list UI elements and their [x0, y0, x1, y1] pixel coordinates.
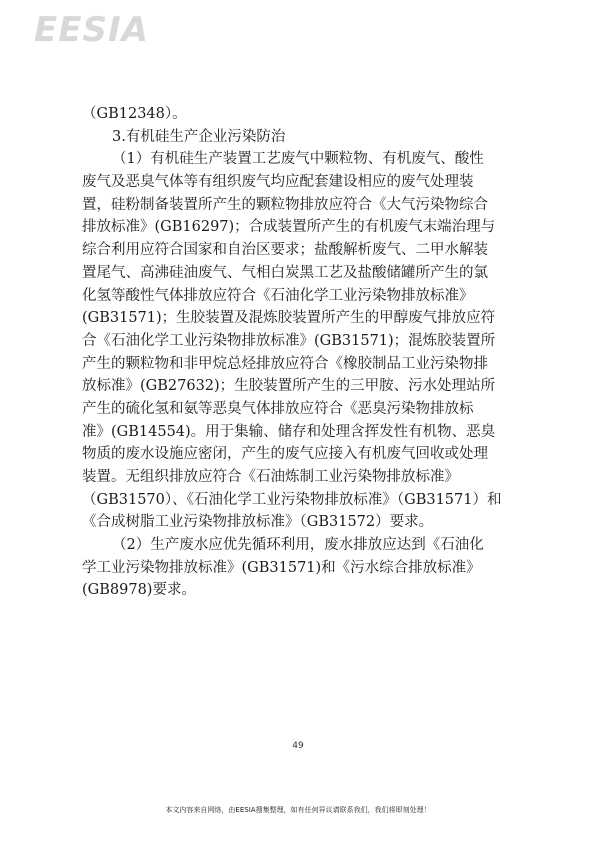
text-line: (GB31571)；生胶装置及混炼胶装置所产生的甲醇废气排放应符 — [82, 310, 496, 327]
text-line: 合《石油化学工业污染物排放标准》(GB31571)；混炼胶装置所 — [82, 332, 496, 349]
text-line: 学工业污染物排放标准》(GB31571)和《污水综合排放标准》 — [82, 559, 481, 576]
footer-notice: 本文内容来自网络，由EESIA搜集整理，如有任何异议请联系我们，我们将即刻处理！ — [165, 806, 431, 814]
text-line: 置，硅粉制备装置所产生的颗粒物排放应符合《大气污染物综合 — [82, 196, 488, 213]
text-line: 装置。无组织排放应符合《石油炼制工业污染物排放标准》 — [82, 469, 459, 485]
paragraph-start: （2）生产废水应优先循环利用，废水排放应达到《石油化 — [112, 537, 484, 554]
text-line: 废气及恶臭气体等有组织废气均应配套建设相应的废气处理装 — [82, 174, 474, 191]
text-line: 放标准》(GB27632)；生胶装置所产生的三甲胺、污水处理站所 — [82, 378, 496, 395]
document-body — [82, 103, 522, 602]
text-line: 化氢等酸性气体排放应符合《石油化学工业污染物排放标准》 — [82, 287, 474, 304]
text-line: 综合利用应符合国家和自治区要求；盐酸解析废气、二甲水解装 — [82, 242, 488, 259]
text-line: （GB31570）、《石油化学工业污染物排放标准》（GB31571）和 — [82, 491, 502, 508]
text-line: (GB8978)要求。 — [82, 582, 196, 599]
text-line: 物质的废水设施应密闭，产生的废气应接入有机废气回收或处理 — [82, 446, 488, 463]
text-line: 准》(GB14554)。用于集输、储存和处理含挥发性有机物、恶臭 — [82, 423, 496, 440]
text-line: 置尾气、高沸硅油废气、气相白炭黑工艺及盐酸储罐所产生的氯 — [82, 264, 488, 281]
paragraph-start: （1）有机硅生产装置工艺废气中颗粒物、有机废气、酸性 — [112, 151, 484, 168]
section-heading: 3.有机硅生产企业污染防治 — [112, 128, 286, 145]
eesia-logo: EESIA — [34, 10, 149, 50]
text-line: 《合成树脂工业污染物排放标准》（GB31572）要求。 — [82, 514, 434, 531]
text-line: （GB12348）。 — [82, 106, 187, 122]
text-line: 产生的硫化氢和氨等恶臭气体排放应符合《恶臭污染物排放标 — [82, 400, 474, 417]
page-number: 49 — [292, 741, 304, 751]
text-line: 产生的颗粒物和非甲烷总烃排放应符合《橡胶制品工业污染物排 — [82, 355, 488, 372]
text-line: 排放标准》(GB16297)；合成装置所产生的有机废气末端治理与 — [82, 219, 496, 236]
